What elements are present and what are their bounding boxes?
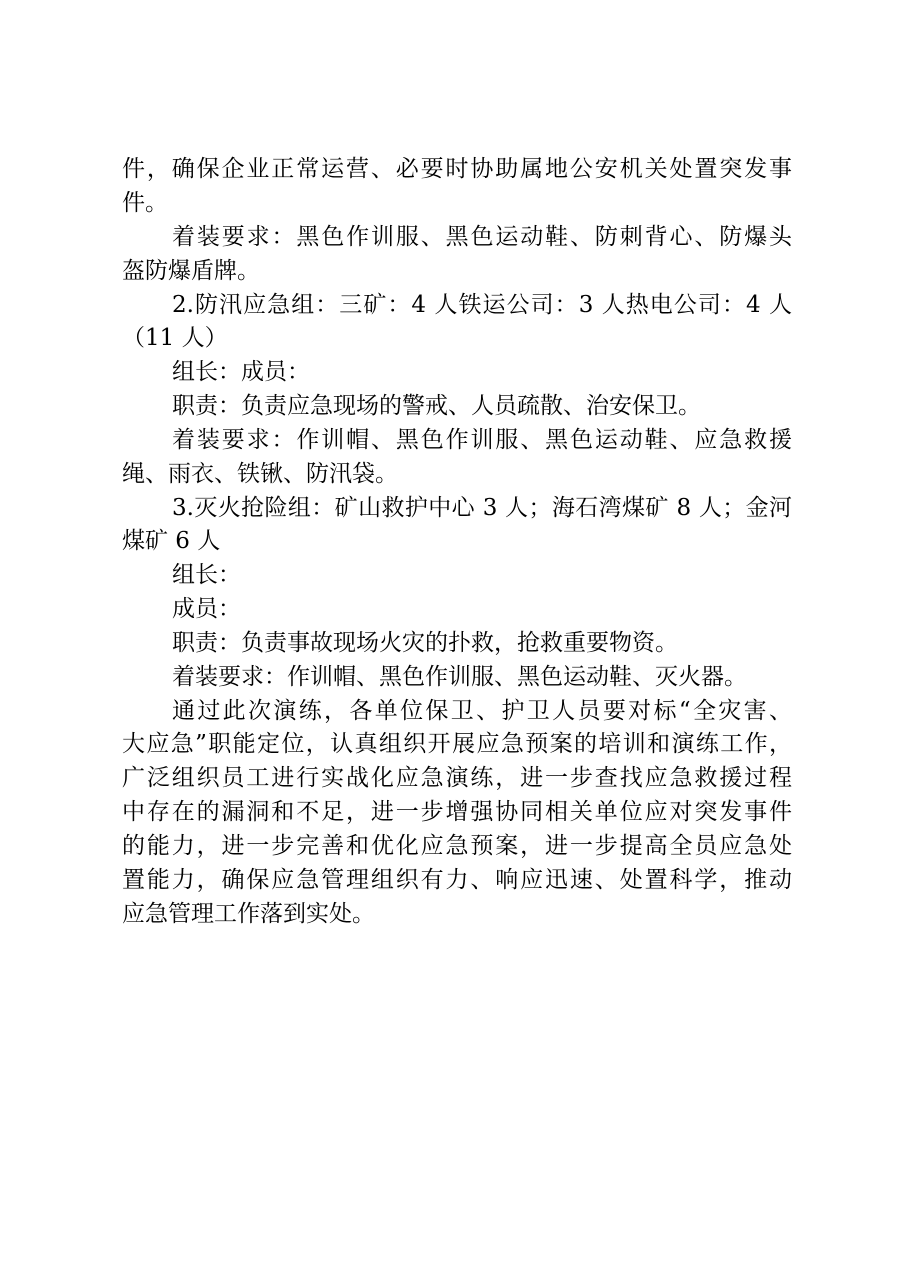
text-line: 着装要求：作训帽、黑色作训服、黑色运动鞋、应急救援 — [172, 427, 792, 453]
text-line: 职责：负责事故现场火灾的扑救，抢救重要物资。 — [172, 630, 678, 656]
text-line: 中存在的漏洞和不足，进一步增强协同相关单位应对突发事件 — [122, 799, 792, 825]
text-line: 着装要求：作训帽、黑色作训服、黑色运动鞋、灭火器。 — [172, 664, 747, 690]
text-line: 成员： — [172, 596, 241, 622]
text-line: 职责：负责应急现场的警戒、人员疏散、治安保卫。 — [172, 393, 701, 419]
text-line: （11 人） — [122, 325, 228, 351]
text-line: 煤矿 6 人 — [122, 528, 221, 554]
text-line: 置能力，确保应急管理组织有力、响应迅速、处置科学，推动 — [122, 867, 792, 893]
text-line: 的能力，进一步完善和优化应急预案，进一步提高全员应急处 — [122, 833, 792, 859]
text-line: 通过此次演练，各单位保卫、护卫人员要对标“全灾害、 — [172, 698, 792, 724]
text-line: 组长：成员： — [172, 359, 310, 385]
text-line: 着装要求：黑色作训服、黑色运动鞋、防刺背心、防爆头 — [172, 224, 792, 250]
text-line: 3.灭火抢险组：矿山救护中心 3 人；海石湾煤矿 8 人；金河 — [172, 495, 792, 521]
text-line: 绳、雨衣、铁锹、防汛袋。 — [122, 461, 398, 487]
text-line: 组长： — [172, 562, 241, 588]
text-line: 2.防汛应急组：三矿：4 人铁运公司：3 人热电公司：4 人 — [172, 292, 792, 318]
text-line: 件。 — [122, 190, 168, 216]
text-line: 盔防爆盾牌。 — [122, 258, 260, 284]
text-line: 应急管理工作落到实处。 — [122, 901, 375, 927]
text-line: 广泛组织员工进行实战化应急演练，进一步查找应急救援过程 — [122, 765, 792, 791]
text-line: 大应急”职能定位，认真组织开展应急预案的培训和演练工作， — [122, 731, 792, 757]
text-line: 件，确保企业正常运营、必要时协助属地公安机关处置突发事 — [122, 156, 792, 182]
